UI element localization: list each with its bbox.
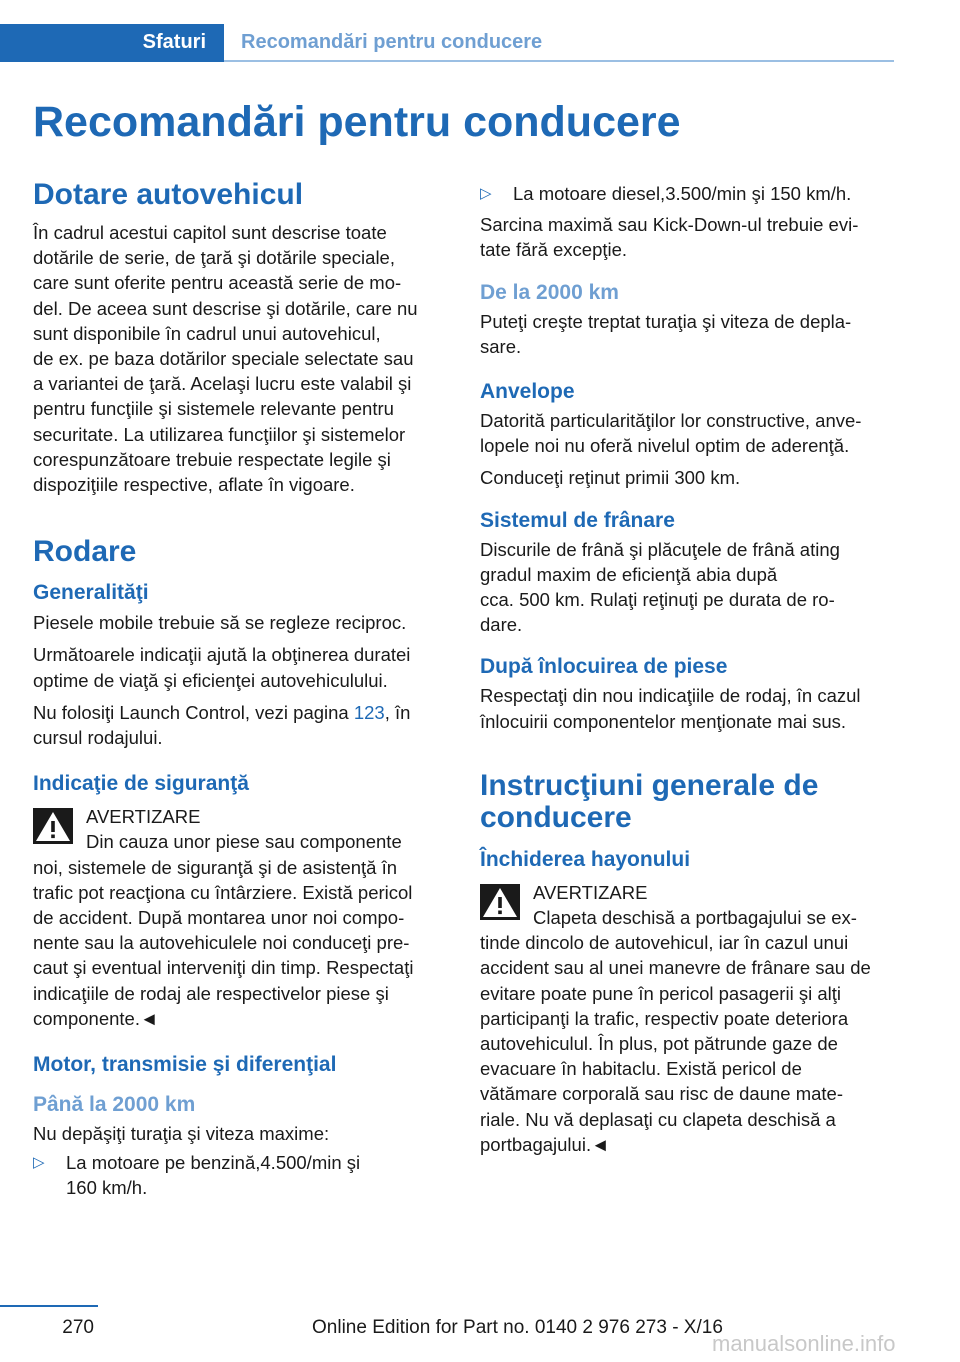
heading-motor: Motor, transmisie şi diferenţial (33, 1053, 337, 1077)
watermark: manualsonline.info (712, 1331, 896, 1356)
warning-block-hayon (480, 880, 896, 1157)
text-line: indicaţiile de rodaj ale respectivelor piese şi (33, 982, 389, 1004)
text-line: nente sau la autovehiculele noi conduceţi pre‐ (33, 932, 410, 954)
text-line: sare. (480, 335, 522, 357)
text-line: Din cauza unor piese sau componente (86, 831, 402, 853)
text-line: Următoarele indicaţii ajută la obţinerea duratei (33, 644, 411, 666)
chapter-tab (0, 24, 224, 62)
list-item-diesel (480, 181, 896, 206)
heading-de-la-2000: De la 2000 km (480, 280, 619, 304)
text-line: riale. Nu vă deplasaţi cu clapeta deschisă a (480, 1108, 836, 1130)
text-line: del. De aceea sunt descrise şi dotările, care nu (33, 297, 418, 319)
right-column (480, 181, 896, 1157)
text-line: componente.◄ (33, 1007, 159, 1029)
text-line: Sarcina maximă sau Kick-Down-ul trebuie evi‐ (480, 214, 859, 236)
header-divider (224, 60, 894, 62)
heading-dotare: Dotare autovehicul (33, 178, 304, 211)
paragraph-inlocuire (480, 683, 896, 733)
text-line: În cadrul acestui capitol sunt descrise toate (33, 222, 387, 243)
warning-label: AVERTIZARE (533, 881, 648, 903)
footer-divider (0, 1305, 98, 1307)
text-line: tinde dincolo de autovehicul, iar în cazul unui (480, 932, 849, 954)
paragraph-dotare (33, 220, 449, 497)
text-line: care sunt oferite pentru această serie de mo‐ (33, 272, 402, 294)
text-line: dispoziţiile respective, aflate în vigoare. (33, 474, 355, 496)
text-line: La motoare pe benzină,4.500/min şi (66, 1152, 361, 1174)
text-line: caut şi eventual interveniţi din timp. Respectaţi (33, 957, 414, 979)
text-line: evitare poate pune în pericol pasagerii şi alţi (480, 982, 841, 1004)
page-reference-link[interactable]: 123 (353, 701, 385, 723)
text-line: portbagajului.◄ (480, 1133, 610, 1155)
text-line: de ex. pe baza dotărilor speciale selectate sau (33, 348, 414, 370)
paragraph-generalitati-2 (33, 642, 449, 692)
text-line: vătămare corporală sau risc de daune mate‐ (480, 1083, 843, 1105)
text-line: Discurile de frână şi plăcuţele de frână ating (480, 538, 840, 560)
text-line: optime de viaţă şi eficienţei autovehiculului. (33, 669, 388, 691)
paragraph-de-la-2000 (480, 309, 896, 359)
paragraph-motor-intro: Nu depăşiţi turaţia şi viteza maxime: (33, 1123, 330, 1145)
heading-line: Instrucţiuni generale de (480, 768, 819, 802)
text-line: corespunzătoare trebuie respectate legile şi (33, 448, 391, 470)
text-line: sunt disponibile în cadrul unui autovehicul, (33, 322, 381, 344)
warning-label: AVERTIZARE (86, 806, 201, 828)
heading-instructiuni (480, 770, 896, 834)
chapter-tab-label: Sfaturi (142, 31, 206, 53)
paragraph-anvelope-2: Conduceţi reţinut primii 300 km. (480, 467, 741, 489)
text-line: Nu folosiţi Launch Control, vezi pagina 123, în (33, 701, 411, 723)
paragraph-anvelope (480, 408, 896, 458)
heading-line: conducere (480, 800, 632, 834)
bullet-triangle-icon: ▷ (33, 1154, 45, 1172)
text-line: Respectaţi din nou indicaţiile de rodaj, în cazul (480, 685, 861, 707)
warning-triangle-icon (480, 884, 520, 920)
footer-edition: Online Edition for Part no. 0140 2 976 273 - X/16 (312, 1317, 723, 1338)
heading-anvelope: Anvelope (480, 380, 575, 404)
text-line: a variantei de ţară. Acelaşi lucru este valabil şi (33, 373, 412, 395)
heading-franare: Sistemul de frânare (480, 508, 675, 532)
section-title: Recomandări pentru conducere (241, 31, 543, 53)
text-line: înlocuirii componentelor menţionate mai sus. (480, 710, 847, 732)
text-line: tate fără excepţie. (480, 239, 628, 261)
paragraph-franare (480, 537, 896, 638)
heading-pana-la-2000: Până la 2000 km (33, 1093, 196, 1117)
text-line: pentru funcţiile şi sistemele relevante pentru (33, 398, 394, 420)
text-line: La motoare diesel,3.500/min şi 150 km/h. (513, 183, 852, 204)
text-line: dare. (480, 614, 523, 636)
text-line: dotările de serie, de ţară şi dotările speciale, (33, 247, 395, 269)
page-title: Recomandări pentru conducere (33, 98, 681, 146)
text-line: cursul rodajului. (33, 727, 163, 749)
warning-triangle-icon (33, 808, 73, 844)
heading-inlocuire: După înlocuirea de piese (480, 655, 728, 679)
paragraph-sarcina (480, 212, 896, 262)
text-line: participanţi la trafic, respectiv poate deteriora (480, 1007, 849, 1029)
text-line: Puteţi creşte treptat turaţia şi viteza de depla‐ (480, 310, 852, 332)
text-line: lopele noi nu oferă nivelul optim de aderenţă. (480, 435, 850, 457)
text-line: 160 km/h. (66, 1177, 148, 1199)
text-line: gradul maxim de eficienţă abia după (480, 563, 778, 585)
list-item-benzina (33, 1150, 449, 1200)
heading-indicatie: Indicaţie de siguranţă (33, 772, 249, 796)
text-line: Datorită particularităţilor lor constructive, anve‐ (480, 410, 862, 432)
heading-generalitati: Generalităţi (33, 581, 149, 605)
warning-block-rodaj (33, 804, 449, 1031)
paragraph-generalitati-3 (33, 700, 449, 750)
page-header (0, 24, 894, 62)
heading-hayon: Închiderea hayonului (480, 847, 691, 871)
left-column (33, 178, 449, 1201)
text-line: de accident. După montarea unor noi compo‐ (33, 907, 405, 929)
text-line: evacuare în habitaclu. Există pericol de (480, 1058, 802, 1080)
text-line: autovehiculul. În plus, pot pătrunde gaze de (480, 1033, 838, 1055)
heading-rodare: Rodare (33, 535, 137, 569)
paragraph-generalitati-1: Piesele mobile trebuie să se regleze reciproc. (33, 612, 407, 634)
text-line: noi, sistemele de siguranţă şi de asistenţă în (33, 856, 398, 878)
text-line: Clapeta deschisă a portbagajului se ex‐ (533, 907, 857, 929)
text-line: cca. 500 km. Rulaţi reţinuţi pe durata de ro‐ (480, 589, 835, 611)
bullet-triangle-icon: ▷ (480, 185, 492, 202)
text-line: trafic pot reacţiona cu întârziere. Există pericol (33, 881, 413, 903)
text-line: accident sau al unei manevre de frânare sau de (480, 957, 871, 979)
text-line: securitate. La utilizarea funcţiilor şi sistemelor (33, 423, 406, 445)
page-number: 270 (62, 1317, 94, 1338)
